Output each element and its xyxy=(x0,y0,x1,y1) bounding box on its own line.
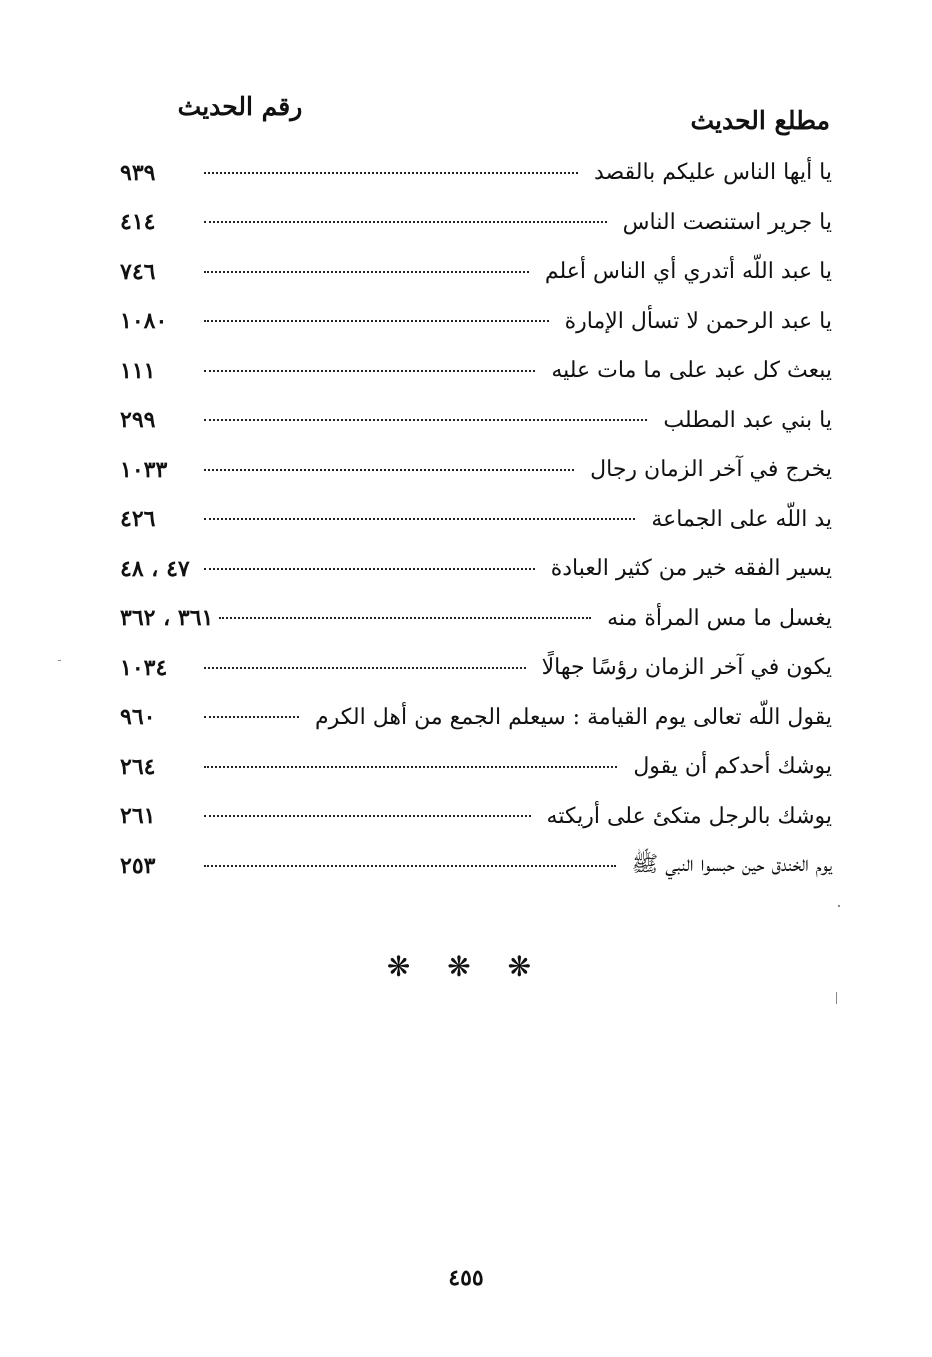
hadith-start-text: يا بني عبد المطلب xyxy=(663,407,832,433)
leader-dots xyxy=(219,617,591,619)
leader-dots xyxy=(204,370,535,372)
index-entry xyxy=(120,594,832,644)
index-entry xyxy=(120,396,832,446)
hadith-number: ٤٧ ، ٤٨ xyxy=(120,555,190,582)
hadith-number-column-heading: رقم الحديث xyxy=(177,92,303,121)
index-entry xyxy=(120,544,832,594)
hadith-number: ١٠٣٤ xyxy=(120,654,168,681)
hadith-start-text: يوشك بالرجل متكئ على أريكته xyxy=(546,803,832,829)
leader-dots xyxy=(204,419,647,421)
leader-dots xyxy=(204,469,574,471)
leader-dots xyxy=(204,716,299,718)
hadith-start-text: يا جرير استنصت الناس xyxy=(622,209,832,235)
scan-speck xyxy=(58,660,61,661)
hadith-start-text: يوشك أحدكم أن يقول xyxy=(633,754,832,780)
hadith-start-text: يا عبد الرحمن لا تسأل الإمارة xyxy=(564,308,832,334)
hadith-start-column-heading: مطلع الحديث xyxy=(690,106,830,135)
hadith-start-text: يا أيها الناس عليكم بالقصد xyxy=(593,160,832,186)
hadith-start-text: يد اللّه على الجماعة xyxy=(651,506,832,532)
hadith-number: ١٠٨٠ xyxy=(120,308,168,335)
index-entry xyxy=(120,742,832,792)
hadith-number: ٣٦١ ، ٣٦٢ xyxy=(120,605,214,632)
index-entry xyxy=(120,792,832,842)
hadith-start-text: يسير الفقه خير من كثير العبادة xyxy=(550,556,832,582)
section-ornament: ❋ ❋ ❋ xyxy=(386,950,546,983)
leader-dots xyxy=(204,568,535,570)
hadith-start-text: يا عبد اللّه أتدري أي الناس أعلم xyxy=(544,259,832,285)
hadith-number: ٢٥٣ xyxy=(120,852,156,879)
leader-dots xyxy=(204,815,531,817)
hadith-start-text: يكون في آخر الزمان رؤسًا جهالًا xyxy=(541,655,832,681)
index-entry xyxy=(120,148,832,198)
hadith-number: ١١١ xyxy=(120,357,156,384)
hadith-number: ٤٢٦ xyxy=(120,506,156,533)
index-entry xyxy=(120,693,832,743)
hadith-number: ٤١٤ xyxy=(120,209,156,236)
leader-dots xyxy=(204,221,607,223)
hadith-start-text: يغسل ما مس المرأة منه xyxy=(607,605,832,631)
hadith-number: ٧٤٦ xyxy=(120,258,156,285)
page-number: ٤٥٥ xyxy=(448,1265,484,1291)
index-entry xyxy=(120,495,832,545)
leader-dots xyxy=(204,865,616,867)
hadith-start-text: يبعث كل عبد على ما مات عليه xyxy=(551,358,832,384)
leader-dots xyxy=(204,320,549,322)
scan-speck xyxy=(836,992,837,1004)
index-header xyxy=(120,92,830,136)
hadith-number: ٢٩٩ xyxy=(120,407,156,434)
hadith-start-text: يقول اللّه تعالى يوم القيامة : سيعلم الجمع من أهل الكرم xyxy=(315,704,832,730)
index-entry xyxy=(120,841,832,891)
hadith-number: ٩٣٩ xyxy=(120,159,156,186)
index-entry xyxy=(120,198,832,248)
index-entry xyxy=(120,247,832,297)
scan-speck xyxy=(838,905,840,907)
index-entry xyxy=(120,643,832,693)
index-entry xyxy=(120,297,832,347)
leader-dots xyxy=(204,518,635,520)
index-entry xyxy=(120,445,832,495)
leader-dots xyxy=(204,271,529,273)
hadith-number: ١٠٣٣ xyxy=(120,456,168,483)
leader-dots xyxy=(204,667,526,669)
leader-dots xyxy=(204,766,617,768)
leader-dots xyxy=(204,172,578,174)
hadith-start-text: يوم الخندق حين حبسوا النبي ﷺ xyxy=(631,851,832,877)
hadith-index-list xyxy=(120,148,832,891)
hadith-number: ٢٦٤ xyxy=(120,753,156,780)
index-entry xyxy=(120,346,832,396)
hadith-start-text: يخرج في آخر الزمان رجال xyxy=(590,457,832,483)
hadith-number: ٢٦١ xyxy=(120,803,156,830)
hadith-number: ٩٦٠ xyxy=(120,704,156,731)
